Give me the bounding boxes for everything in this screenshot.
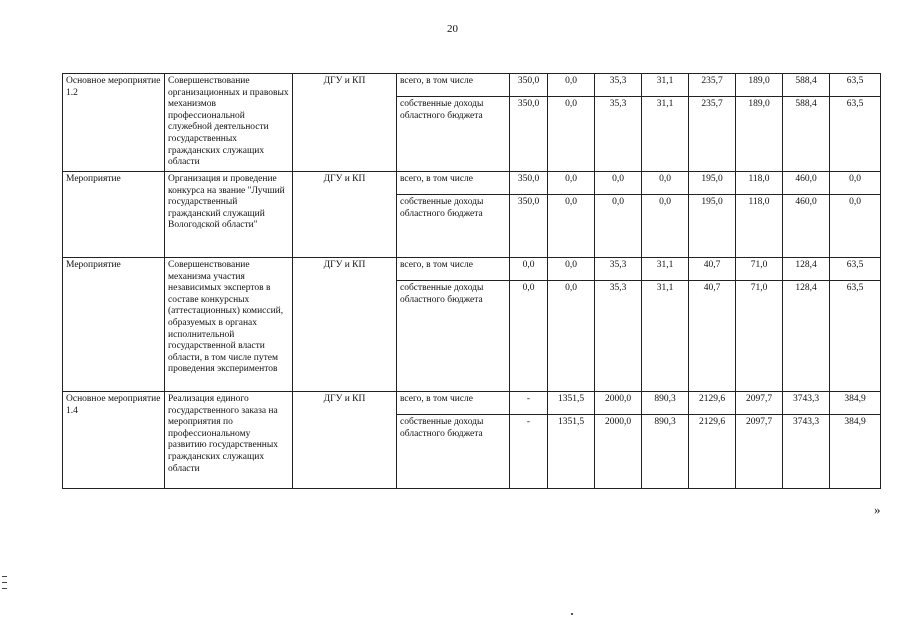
value-cell: 35,3 (595, 258, 642, 281)
value-cell: 63,5 (830, 97, 881, 172)
value-cell: 189,0 (736, 74, 783, 97)
value-cell: 0,0 (830, 172, 881, 195)
executor: ДГУ и КП (293, 172, 397, 258)
value-cell: 0,0 (548, 195, 595, 258)
indicator: собственные доходы областного бюджета (397, 97, 510, 172)
value-cell: 2097,7 (736, 415, 783, 489)
value-cell: 384,9 (830, 392, 881, 415)
value-cell: 2097,7 (736, 392, 783, 415)
value-cell: 63,5 (830, 74, 881, 97)
value-cell: 31,1 (642, 97, 689, 172)
value-cell: 0,0 (830, 195, 881, 258)
value-cell: 128,4 (783, 258, 830, 281)
value-cell: 35,3 (595, 74, 642, 97)
value-cell: 63,5 (830, 258, 881, 281)
value-cell: - (510, 392, 548, 415)
value-cell: 195,0 (689, 172, 736, 195)
indicator: всего, в том числе (397, 392, 510, 415)
value-cell: 460,0 (783, 195, 830, 258)
value-cell: 588,4 (783, 74, 830, 97)
value-cell: 35,3 (595, 97, 642, 172)
value-cell: 0,0 (548, 74, 595, 97)
value-cell: 588,4 (783, 97, 830, 172)
value-cell: 235,7 (689, 97, 736, 172)
value-cell: 0,0 (548, 172, 595, 195)
indicator: собственные доходы областного бюджета (397, 195, 510, 258)
value-cell: 195,0 (689, 195, 736, 258)
indicator: собственные доходы областного бюджета (397, 415, 510, 489)
value-cell: 40,7 (689, 258, 736, 281)
value-cell: 384,9 (830, 415, 881, 489)
value-cell: 2129,6 (689, 392, 736, 415)
value-cell: 350,0 (510, 97, 548, 172)
value-cell: 3743,3 (783, 392, 830, 415)
value-cell: 0,0 (548, 281, 595, 392)
value-cell: 2000,0 (595, 392, 642, 415)
value-cell: 35,3 (595, 281, 642, 392)
value-cell: 0,0 (548, 97, 595, 172)
table-row (63, 74, 881, 97)
value-cell: 63,5 (830, 281, 881, 392)
value-cell: 71,0 (736, 258, 783, 281)
value-cell: 31,1 (642, 281, 689, 392)
value-cell: 890,3 (642, 392, 689, 415)
value-cell: 0,0 (548, 258, 595, 281)
indicator: собственные доходы областного бюджета (397, 281, 510, 392)
value-cell: 40,7 (689, 281, 736, 392)
value-cell: 31,1 (642, 258, 689, 281)
value-cell: 1351,5 (548, 392, 595, 415)
executor: ДГУ и КП (293, 258, 397, 392)
executor: ДГУ и КП (293, 392, 397, 489)
value-cell: 189,0 (736, 97, 783, 172)
indicator: всего, в том числе (397, 74, 510, 97)
table-row (63, 258, 881, 281)
closing-quote-mark: » (874, 502, 881, 517)
event-description: Организация и проведение конкурса на звание "Лучший государственный гражданский служащий Вологодской области" (165, 172, 293, 258)
value-cell: 1351,5 (548, 415, 595, 489)
value-cell: 350,0 (510, 172, 548, 195)
value-cell: 2000,0 (595, 415, 642, 489)
value-cell: 460,0 (783, 172, 830, 195)
executor: ДГУ и КП (293, 74, 397, 172)
event-description: Совершенствование организационных и правовых механизмов профессиональной служебной деятельности государственных гражданских служащих области (165, 74, 293, 172)
value-cell: 350,0 (510, 74, 548, 97)
indicator: всего, в том числе (397, 172, 510, 195)
value-cell: 0,0 (510, 281, 548, 392)
event-name: Мероприятие (63, 172, 165, 258)
table-row (63, 392, 881, 415)
value-cell: 890,3 (642, 415, 689, 489)
value-cell: 2129,6 (689, 415, 736, 489)
value-cell: 0,0 (642, 172, 689, 195)
value-cell: 128,4 (783, 281, 830, 392)
value-cell: 350,0 (510, 195, 548, 258)
value-cell: 71,0 (736, 281, 783, 392)
budget-table (62, 73, 881, 489)
value-cell: 31,1 (642, 74, 689, 97)
value-cell: 118,0 (736, 172, 783, 195)
value-cell: 118,0 (736, 195, 783, 258)
event-name: Основное мероприятие 1.4 (63, 392, 165, 489)
value-cell: 0,0 (642, 195, 689, 258)
event-description: Реализация единого государственного заказа на мероприятия по профессиональному развитию государственных гражданских служащих области (165, 392, 293, 489)
value-cell: - (510, 415, 548, 489)
table-row (63, 172, 881, 195)
event-description: Совершенствование механизма участия независимых экспертов в составе конкурсных (аттестационных) комиссий, образуемых в органах исполнительной государственной власти области, в том числе путем проведения экспериментов (165, 258, 293, 392)
value-cell: 0,0 (595, 172, 642, 195)
value-cell: 235,7 (689, 74, 736, 97)
value-cell: 0,0 (595, 195, 642, 258)
page-number: 20 (447, 23, 458, 35)
scan-edge-mark (2, 576, 7, 594)
value-cell: 3743,3 (783, 415, 830, 489)
value-cell: 0,0 (510, 258, 548, 281)
event-name: Основное мероприятие 1.2 (63, 74, 165, 172)
scan-dot-mark (571, 613, 573, 615)
event-name: Мероприятие (63, 258, 165, 392)
indicator: всего, в том числе (397, 258, 510, 281)
